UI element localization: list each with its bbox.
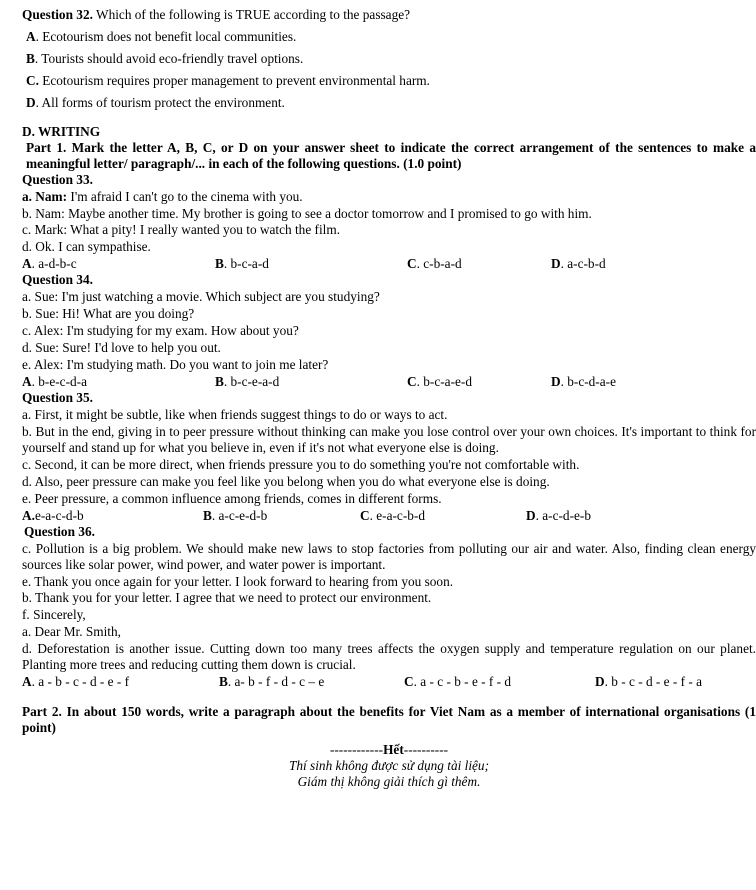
option-text: . a-c-b-d [560,256,606,272]
q36-line-e: e. Thank you once again for your letter. I look forward to hearing from you soon. [22,573,454,589]
option-text: . a- b - f - d - c – e [227,674,325,690]
q35-title: Question 35. [22,390,93,406]
q35-line-b: b. But in the end, giving in to peer pressure without thinking can make you lose control over your own choices. It's important to think for yourself and stand up for what you believe in, even if it's not what everyone else is doing. [22,423,756,455]
line-label: c [22,222,28,238]
q32-option-b [22,51,756,67]
option-text: . b-c-d-a-e [560,374,616,390]
q32-title [22,7,756,23]
q32-stem: Which of the following is TRUE according to the passage? [92,7,411,22]
option-letter: C [407,374,417,390]
q36-option-b [219,674,404,690]
option-text: . Tourists should avoid eco-friendly travel options. [34,50,304,66]
q33-options [22,256,756,272]
line-label: a. Nam: [22,188,68,204]
option-letter: A [22,256,32,272]
option-letter: B [215,256,224,272]
q36-option-a [22,674,219,690]
q36-line-a: a. Dear Mr. Smith, [22,624,121,640]
q32-option-c [22,73,756,89]
line-text: I'm afraid I can't go to the cinema with you. [67,188,303,204]
q34-options [22,374,756,390]
q34-line-c [22,323,756,339]
option-text: . e-a-c-b-d [369,507,425,523]
end-dashes-left: ------------ [329,742,384,758]
q34-line-d: d. Sue: Sure! I'd love to help you out. [22,340,221,356]
q35-option-b [203,508,360,524]
option-letter: C. [26,72,39,88]
q34-line-b: b. Sue: Hi! What are you doing? [22,306,195,322]
q32-option-d [22,95,756,111]
option-letter: B [26,50,35,66]
q36-title: Question 36. [24,523,95,539]
q33-option-c [407,256,551,272]
q35-line-e: e. Peer pressure, a common influence among friends, comes in different forms. [22,490,442,506]
q33-option-a [22,256,215,272]
option-letter: D [26,94,36,110]
q36-line-f: f. Sincerely, [22,607,86,623]
option-letter: D [551,256,561,272]
line-text: . Alex: I'm studying for my exam. How about you? [27,323,299,339]
option-letter: D [551,374,561,390]
q35-line-c: c. Second, it can be more direct, when friends pressure you to do something you're not comfortable with. [22,456,580,472]
q35-options [22,508,756,524]
q33-title: Question 33. [22,171,93,187]
q36-option-c [404,674,595,690]
q33-line-c [22,222,756,238]
end-dashes-right: ---------- [403,742,449,758]
option-text: . All forms of tourism protect the environment. [35,94,285,110]
option-text: . b-c-a-e-d [416,374,472,390]
option-text: . Ecotourism does not benefit local communities. [35,28,297,44]
q34-option-b [215,374,407,390]
q33-line-a [22,189,756,205]
line-text: . Mark: What a pity! I really wanted you to watch the film. [27,222,341,238]
option-letter: C [404,674,414,690]
q33-line-d: d. Ok. I can sympathise. [22,239,151,255]
line-label: b [22,205,29,221]
footer-note-2: Giám thị không giải thích gì thêm. [297,773,481,789]
option-text: . a-d-b-c [31,256,77,272]
footer-note-1: Thí sinh không được sử dụng tài liệu; [289,758,489,774]
q33-option-d [551,256,606,272]
q33-option-b [215,256,407,272]
q34-option-a [22,374,215,390]
q34-title: Question 34. [22,272,93,288]
option-text: . a-c-d-e-b [535,507,591,523]
option-text: . b - c - d - e - f - a [604,674,703,690]
q36-line-c: c. Pollution is a big problem. We should make new laws to stop factories from polluting our air and water. Also, finding clean energy sources like solar power, wind power, and water power is important. [22,540,756,572]
q35-option-a [22,508,203,524]
q35-option-c [360,508,526,524]
option-text: . b-c-a-d [223,256,269,272]
end-word: Hết [383,742,404,758]
q36-option-d [595,674,702,690]
part2-instructions: Part 2. In about 150 words, write a paragraph about the benefits for Viet Nam as a member of international organisations (1 point) [22,704,756,736]
option-text: e-a-c-d-b [34,507,84,523]
q34-option-d [551,374,616,390]
part1-instructions: Part 1. Mark the letter A, B, C, or D on your answer sheet to indicate the correct arrangement of the sentences to make a meaningful letter/ paragraph/... in each of the following questions. (1.0 point) [26,139,756,171]
option-text: . a - b - c - d - e - f [31,674,130,690]
option-text: . a - c - b - e - f - d [413,674,512,690]
section-writing-heading: D. WRITING [22,123,101,139]
q34-line-a: a. Sue: I'm just watching a movie. Which subject are you studying? [22,289,380,305]
q36-options [22,674,756,690]
q35-line-a: a. First, it might be subtle, like when friends suggest things to do or ways to act. [22,406,448,422]
option-text: . b-e-c-d-a [31,374,87,390]
option-letter: A [22,674,32,690]
option-letter: B [215,374,224,390]
option-letter: B [203,507,212,523]
line-text: . Nam: Maybe another time. My brother is going to see a doctor tomorrow and I promised to go with him. [28,205,592,221]
option-text: . b-c-e-a-d [223,374,280,390]
option-letter: A [22,374,32,390]
option-letter: D [595,674,605,690]
option-letter: A [26,28,36,44]
q33-line-b [22,206,756,222]
q34-line-e: e. Alex: I'm studying math. Do you want to join me later? [22,357,329,373]
line-label: c [22,323,28,339]
q35-line-d: d. Also, peer pressure can make you feel like you belong when you do what everyone else is doing. [22,473,550,489]
q36-line-d: d. Deforestation is another issue. Cutting down too many trees affects the oxygen supply and temperature regulation on our planet. Planting more trees and reducing cutting them down is crucial. [22,641,756,673]
option-letter: D [526,507,536,523]
q34-option-c [407,374,551,390]
option-text: . a-c-e-d-b [211,507,268,523]
option-letter: C [360,507,370,523]
q36-line-b: b. Thank you for your letter. I agree that we need to protect our environment. [22,590,432,606]
q32-number: Question 32. [22,7,93,22]
option-letter: B [219,674,228,690]
q35-option-d [526,508,591,524]
end-marker [22,742,756,758]
option-text: Ecotourism requires proper management to prevent environmental harm. [38,72,430,88]
option-text: . c-b-a-d [416,256,462,272]
q32-option-a [22,29,756,45]
option-letter: C [407,256,417,272]
option-letter: A. [22,507,35,523]
